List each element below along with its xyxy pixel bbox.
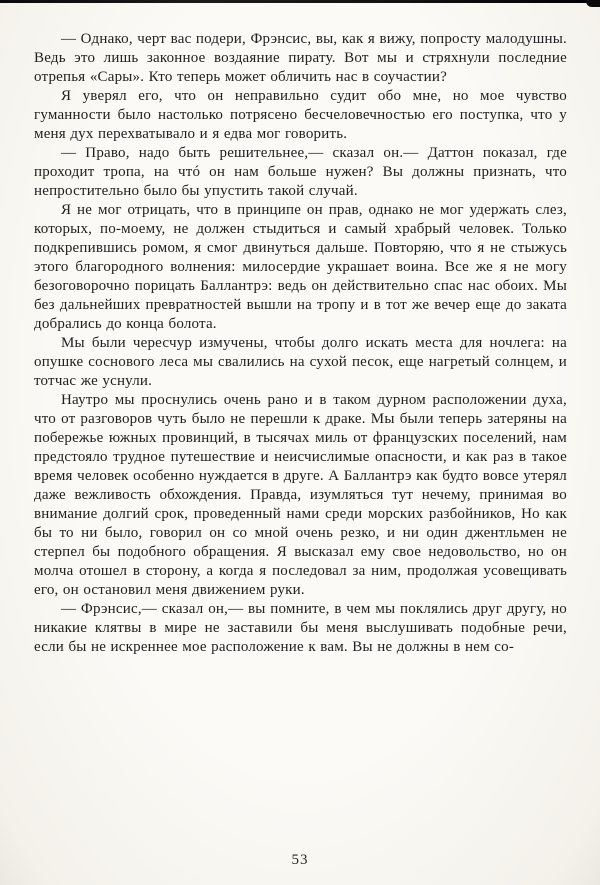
paragraph-dialogue: — Право, надо быть решительнее,— сказал он.— Даттон показал, где проходит тропа, на чтó он нам больше нужен? Вы должны признать, что непростительно было бы упустить такой случай. [34,145,567,199]
page-number: 53 [291,852,309,868]
paragraph-dialogue: — Фрэнсис,— сказал он,— вы помните, в чем мы поклялись друг другу, но никакие клятвы в мире не заставили бы меня выслушивать подобные речи, если бы не искреннее мое расположение к вам. Вы не должны в нем со- [34,601,567,655]
paragraph: Я не мог отрицать, что в принципе он прав, однако не мог удержать слез, которых, по-моему, не должен стыдиться и самый храбрый человек. Только подкрепившись ромом, я смог двинуться дальше. Повторяю, что я не стыжусь этого благородного волнения: милосердие украшает воина. Все же я не могу безоговорочно порицать Баллантрэ: ведь он действительно спас нас обоих. Мы без дальнейших превратностей вышли на тропу и в тот же вечер еще до заката добрались до конца болота. [34,202,567,332]
paragraph: Я уверял его, что он неправильно судит обо мне, но мое чувство гуманности было настолько потрясено бесчеловечностью его поступка, что у меня дух перехватывало и я едва мог говорить. [34,88,567,142]
paragraph: Мы были чересчур измучены, чтобы долго искать места для ночлега: на опушке соснового леса мы свалились на сухой песок, еще нагретый солнцем, и тотчас же уснули. [34,335,567,389]
paragraph-dialogue: — Однако, черт вас подери, Фрэнсис, вы, как я вижу, попросту малодушны. Ведь это лишь законное воздаяние пирату. Вот мы и стряхнули последние отрепья «Сары». Кто теперь может обличить нас в соучастии? [34,31,567,85]
text-block [34,30,567,657]
scan-edge-top [0,0,600,3]
paragraph: Наутро мы проснулись очень рано и в таком дурном расположении духа, что от разговоров чуть было не перешли к драке. Мы были теперь затеряны на побережье южных провинций, в тысячах миль от французских поселений, нам предстояло трудное путешествие и неисчислимые опасности, и как раз в такое время человек особенно нуждается в друге. А Баллантрэ как будто вовсе утерял даже вежливость обхождения. Правда, изумляться тут нечему, принимая во внимание долгий срок, проведенный нами среди морских разбойников, Но как бы то ни было, говорил он со мной очень резко, и ни один джентльмен не стерпел бы подобного обращения. Я высказал ему свое недовольство, но он молча отошел в сторону, а когда я последовал за ним, продолжая усовещивать его, он остановил меня движением руки. [34,392,567,598]
scan-edge-corner [586,0,600,7]
